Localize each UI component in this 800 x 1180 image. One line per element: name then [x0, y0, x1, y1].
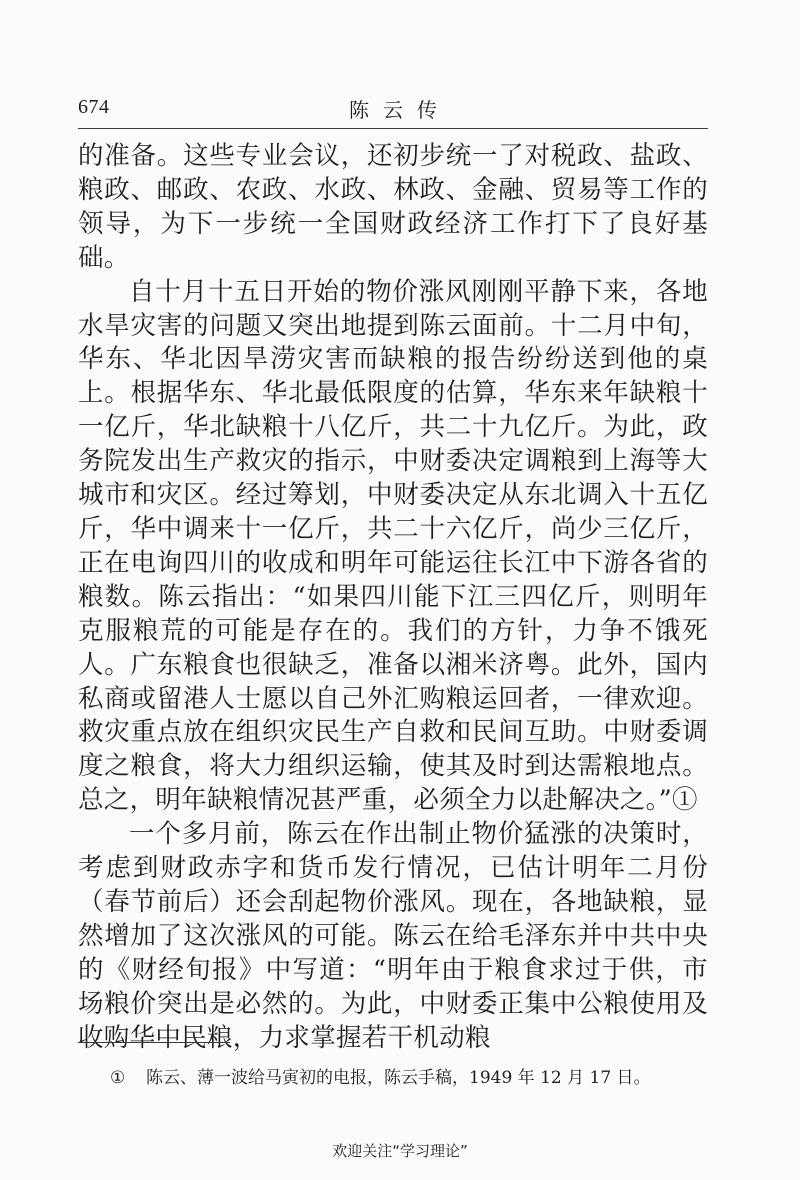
running-title: 陈云传: [349, 98, 451, 122]
watermark-note: 欢迎关注“学习理论”: [332, 1142, 468, 1160]
footnote-marker: ①: [110, 1068, 126, 1088]
paragraph-price-surge: 一个多月前，陈云在作出制止物价猛涨的决策时，考虑到财政赤字和货币发行情况，已估计明年二月份（春节前后）还会刮起物价涨风。现在，各地缺粮，显然增加了这次涨风的可能。陈云在给毛泽东并中共中央的《财经旬报》中写道：“明年由于粮食求过于供，市场粮价突出是必然的。为此，中财委正集中公粮使用及收购华中民粮，力求掌握若干机动粮: [78, 819, 708, 1053]
page-number: 674: [78, 96, 110, 118]
footnote-divider: [78, 1042, 230, 1043]
body-text: [78, 140, 708, 1055]
paragraph-continuation: 的准备。这些专业会议，还初步统一了对税政、盐政、粮政、邮政、农政、水政、林政、金融、贸易等工作的领导，为下一步统一全国财政经济工作打下了良好基础。: [78, 141, 708, 273]
footnote-text: 陈云、薄一波给马寅初的电报，陈云手稿，1949 年 12 月 17 日。: [146, 1068, 651, 1088]
paragraph-grain-shortage: 自十月十五日开始的物价涨风刚刚平静下来，各地水旱灾害的问题又突出地提到陈云面前。十二月中旬，华东、华北因旱涝灾害而缺粮的报告纷纷送到他的桌上。根据华东、华北最低限度的估算，华东来年缺粮十一亿斤，华北缺粮十八亿斤，共二十九亿斤。为此，政务院发出生产救灾的指示，中财委决定调粮到上海等大城市和灾区。经过筹划，中财委决定从东北调入十五亿斤，华中调来十一亿斤，共二十六亿斤，尚少三亿斤，正在电询四川的收成和明年可能运往长江中下游各省的粮数。陈云指出：“如果四川能下江三四亿斤，则明年克服粮荒的可能是存在的。我们的方针，力争不饿死人。广东粮食也很缺乏，准备以湘米济粤。此外，国内私商或留港人士愿以自己外汇购粮运回者，一律欢迎。救灾重点放在组织灾民生产自救和民间互助。中财委调度之粮食，将大力组织运输，使其及时到达需粮地点。总之，明年缺粮情况甚严重，必须全力以赴解决之。”①: [78, 276, 708, 816]
footnote: [110, 1066, 710, 1090]
running-header: [78, 92, 708, 129]
